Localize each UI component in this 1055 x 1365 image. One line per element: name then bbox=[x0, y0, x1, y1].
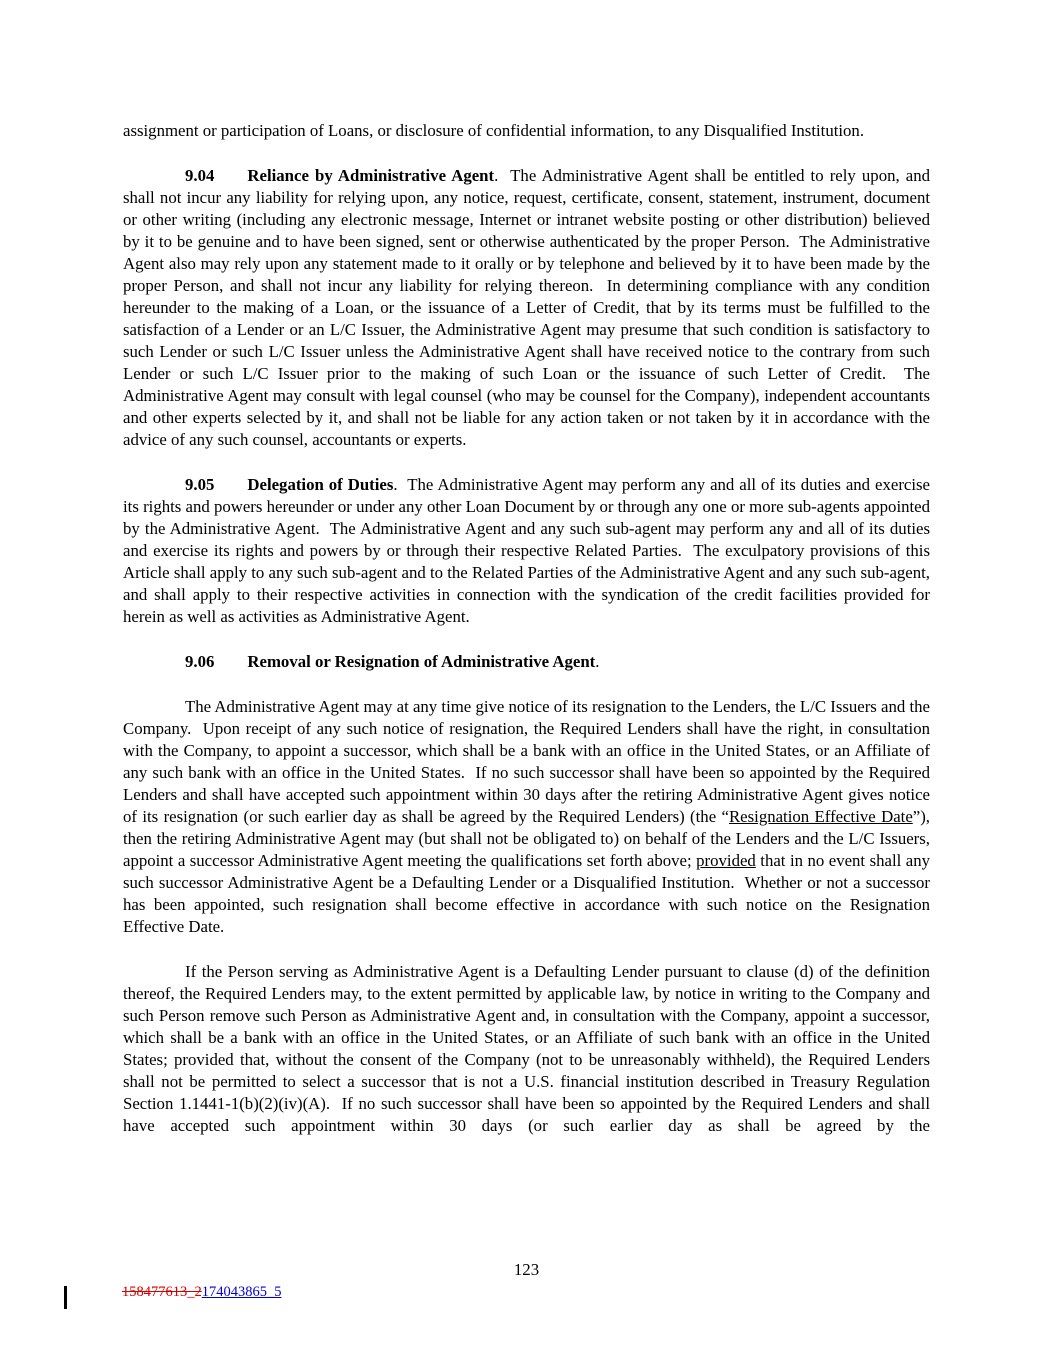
inserted-doc-id: 174043865_5 bbox=[201, 1284, 282, 1300]
section-9-04-body: . The Administrative Agent shall be entitled to rely upon, and shall not incur any liability for relying upon, any notice, request, certificate, consent, statement, instrument, document or other writing (including any electronic message, Internet or intranet website posting or other distribution) believed by it to be genuine and to have been signed, sent or otherwise authenticated by the proper Person. The Administrative Agent also may rely upon any statement made to it orally or by telephone and believed by it to have been made by the proper Person, and shall not incur any liability for relying thereon. In determining compliance with any condition hereunder to the making of a Loan, or the issuance of a Letter of Credit, that by its terms must be fulfilled to the satisfaction of a Lender or an L/C Issuer, the Administrative Agent may presume that such condition is satisfactory to such Lender or such L/C Issuer unless the Administrative Agent shall have received notice to the contrary from such Lender or such L/C Issuer prior to the making of such Loan or the issuance of such Letter of Credit. The Administrative Agent may consult with legal counsel (who may be counsel for the Company), independent accountants and other experts selected by it, and shall not be liable for any action taken or not taken by it in accordance with the advice of any such counsel, accountants or experts. bbox=[123, 166, 935, 449]
document-body bbox=[123, 120, 935, 1137]
resignation-text-1: The Administrative Agent may at any time give notice of its resignation to the Lenders, the L/C Issuers and the Company. Upon receipt of any such notice of resignation, the Required Lenders shall have the right, in consultation with the Company, to appoint a successor, which shall be a bank with an office in the United States, or an Affiliate of any such bank with an office in the United States. If no such successor shall have been so appointed by the Required Lenders and shall have accepted such appointment within 30 days after the retiring Administrative Agent gives notice of its resignation (or such earlier day as shall be agreed by the Required Lenders) (the “ bbox=[123, 697, 935, 826]
section-9-06-heading-line bbox=[123, 651, 930, 673]
resignation-text-2: ”), then the retiring Administrative Agent may (but shall not be obligated to) on behalf of the Lenders and the L/C Issuers, appoint a successor Administrative Agent meeting the qualifications set forth above; bbox=[123, 807, 935, 870]
section-9-04-paragraph bbox=[123, 165, 935, 451]
section-9-05-paragraph bbox=[123, 474, 935, 628]
defined-term-resignation-effective-date: Resignation Effective Date bbox=[728, 807, 913, 826]
section-9-06-heading: Removal or Resignation of Administrative Agent bbox=[247, 652, 596, 671]
resignation-paragraph bbox=[123, 696, 935, 938]
section-9-05-body: . The Administrative Agent may perform any and all of its duties and exercise its rights and powers hereunder or under any other Loan Document by or through any one or more sub-agents appointed by the Administrative Agent. The Administrative Agent and any such sub-agent may perform any and all of its duties and exercise its rights and powers by or through their respective Related Parties. The exculpatory provisions of this Article shall apply to any such sub-agent and to the Related Parties of the Administrative Agent and any such sub-agent, and shall apply to their respective activities in connection with the syndication of the credit facilities provided for herein as well as activities as Administrative Agent. bbox=[123, 475, 935, 626]
section-9-05-number: 9.05 bbox=[185, 475, 215, 494]
section-9-06-heading-period: . bbox=[595, 652, 600, 671]
section-9-04-number: 9.04 bbox=[185, 166, 215, 185]
document-id-footer bbox=[122, 1284, 282, 1301]
resignation-text-3: that in no event shall any such successor Administrative Agent be a Defaulting Lender or a Disqualified Institution. Whether or not a successor has been appointed, such resignation shall become effective in accordance with such notice on the Resignation Effective Date. bbox=[123, 851, 935, 936]
revision-change-bar bbox=[64, 1286, 67, 1309]
removal-paragraph: If the Person serving as Administrative Agent is a Defaulting Lender pursuant to clause (d) of the definition thereof, the Required Lenders may, to the extent permitted by applicable law, by notice in writing to the Company and such Person remove such Person as Administrative Agent and, in consultation with the Company, appoint a successor, which shall be a bank with an office in the United States, or an Affiliate of such bank with an office in the United States; provided that, without the consent of the Company (not to be unreasonably withheld), the Required Lenders shall not be permitted to select a successor that is not a U.S. financial institution described in Treasury Regulation Section 1.1441-1(b)(2)(iv)(A). If no such successor shall have been so appointed by the Required Lenders and shall have accepted such appointment within 30 days (or such earlier day as shall be agreed by the bbox=[123, 962, 935, 1135]
section-9-06-number: 9.06 bbox=[185, 652, 215, 671]
section-9-04-heading: Reliance by Administrative Agent bbox=[247, 166, 495, 185]
deleted-doc-id: 158477613_2 bbox=[122, 1284, 202, 1300]
page-number: 123 bbox=[513, 1260, 540, 1279]
section-9-05-heading: Delegation of Duties bbox=[247, 475, 394, 494]
underlined-term-provided: provided bbox=[696, 851, 756, 870]
intro-paragraph-continuation: assignment or participation of Loans, or disclosure of confidential information, to any Disqualified Institution. bbox=[123, 121, 865, 140]
